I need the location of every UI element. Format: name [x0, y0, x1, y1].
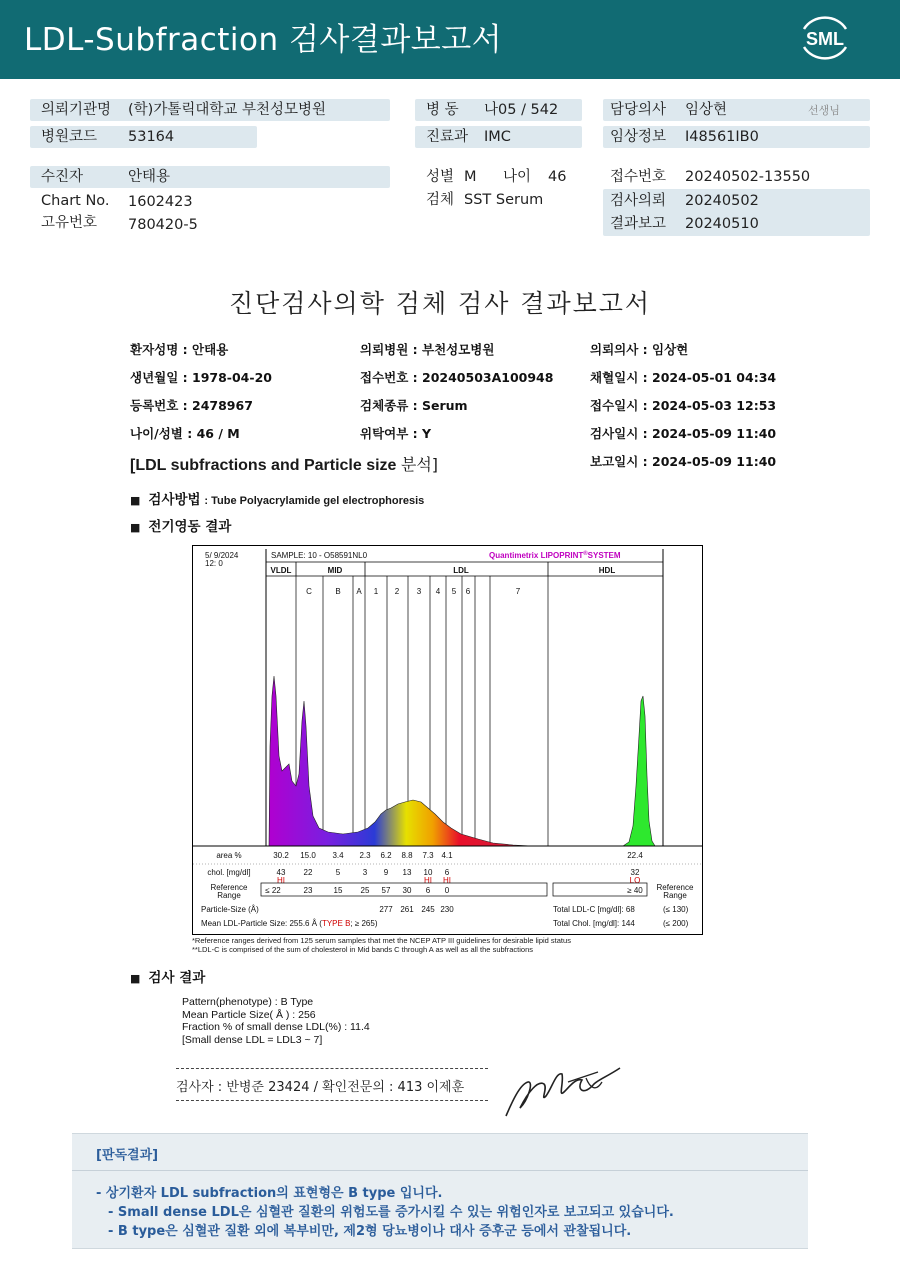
doc-row-3-col-2: 검체종류 : Serum — [360, 398, 468, 413]
chol-flag: LO — [629, 876, 641, 885]
bullet-icon: ■ — [130, 972, 141, 985]
chol-value: 6 — [444, 868, 450, 877]
electrophoresis-svg — [193, 546, 702, 934]
interpretation-heading: [판독결과] — [96, 1148, 159, 1163]
area-value: 2.3 — [359, 851, 371, 860]
interpretation-line-1: - 상기환자 LDL subfraction의 표현형은 B type 입니다. — [96, 1186, 443, 1201]
doc-row-1-col-1: 환자성명 : 안태용 — [130, 342, 229, 357]
chart-no-value: 1602423 — [128, 194, 193, 210]
result-mean-size: Mean Particle Size( Å ) : 256 — [182, 1008, 316, 1021]
band-label-b: B — [335, 587, 341, 596]
electro-label: 전기영동 결과 — [148, 519, 232, 535]
analysis-title — [130, 452, 438, 475]
chart-footnotes — [192, 936, 571, 954]
lipid-spectrum-area — [269, 676, 533, 846]
chol-label: chol. [mg/dl] — [207, 868, 251, 877]
ward-label: 병 동 — [426, 102, 459, 118]
chol-value: 10 — [423, 868, 433, 877]
area-value: 30.2 — [273, 851, 289, 860]
interpretation-divider — [72, 1170, 808, 1171]
chart-time: 12: 0 — [205, 559, 223, 568]
chol-flag: HI — [424, 876, 432, 885]
band-label-a: A — [356, 587, 362, 596]
chol-value: 5 — [335, 868, 341, 877]
receipt-value: 20240502-13550 — [685, 169, 811, 185]
band-label-5: 5 — [451, 587, 457, 596]
footnote-2: **LDL-C is comprised of the sum of cholesterol in Mid bands C through A as well as all the subfractions — [192, 945, 534, 954]
ref-value: 0 — [444, 886, 450, 895]
signoff-text: 검사자 : 반병준 23424 / 확인전문의 : 413 이제훈 — [176, 1080, 465, 1095]
bullet-icon: ■ — [130, 521, 141, 534]
ref-value: 15 — [333, 886, 343, 895]
ref-value: 23 — [303, 886, 313, 895]
ward-value: 나05 / 542 — [484, 102, 559, 118]
chart-sample: SAMPLE: 10 - O58591NL0 — [271, 551, 368, 560]
electro-line — [130, 515, 231, 535]
result-heading: 검사 결과 — [148, 970, 206, 986]
analysis-title-en: [LDL subfractions and Particle size — [130, 457, 397, 474]
method-value: : Tube Polyacrylamide gel electrophoresis — [204, 495, 425, 507]
total-ldl: Total LDL-C [mg/dl]: 68 — [553, 905, 635, 914]
doc-row-3-col-1: 등록번호 : 2478967 — [130, 398, 253, 413]
chart-no-label: Chart No. — [41, 193, 110, 209]
dept-label: 진료과 — [426, 129, 469, 145]
band-label-c: C — [306, 587, 312, 596]
clinical-label: 임상정보 — [610, 129, 667, 145]
sex-label: 성별 — [426, 169, 455, 185]
ref-label-right-1: Reference — [656, 883, 694, 892]
ref-value: 57 — [381, 886, 391, 895]
sex-value: M — [464, 169, 477, 185]
report-label: 결과보고 — [610, 216, 667, 232]
particle-size-value: 245 — [421, 905, 435, 914]
group-label-vldl: VLDL — [270, 566, 292, 575]
report-time: 보고일시 : 2024-05-09 11:40 — [590, 454, 777, 469]
electrophoresis-chart — [192, 545, 703, 935]
patient-row-bg — [30, 166, 390, 188]
specimen-label: 검체 — [426, 192, 455, 208]
ref-label-2: Range — [217, 891, 241, 900]
result-list — [182, 996, 370, 1046]
area-value: 8.8 — [401, 851, 413, 860]
patient-value: 안태용 — [128, 169, 171, 185]
header-bar — [0, 0, 900, 79]
group-label-ldl: LDL — [453, 566, 469, 575]
doc-row-4-col-3: 검사일시 : 2024-05-09 11:40 — [590, 426, 777, 441]
patient-label: 수진자 — [41, 169, 84, 185]
unique-id-value: 780420-5 — [128, 217, 198, 233]
method-line — [130, 488, 424, 508]
doctor-suffix: 선생님 — [808, 104, 840, 117]
code-label: 병원코드 — [41, 129, 98, 145]
result-definition: [Small dense LDL = LDL3 ~ 7] — [182, 1033, 323, 1046]
doc-row-1-col-3: 의뢰의사 : 임상현 — [590, 342, 689, 357]
ref-value: ≥ 40 — [627, 886, 643, 895]
request-label: 검사의뢰 — [610, 193, 667, 209]
doc-row-2-col-3: 채혈일시 : 2024-05-01 04:34 — [590, 370, 777, 385]
total-chol: Total Chol. [mg/dl]: 144 — [553, 919, 635, 928]
doctor-label: 담당의사 — [610, 102, 667, 118]
ref-value: ≤ 22 — [265, 886, 281, 895]
ref-value: 25 — [360, 886, 370, 895]
chart-date: 5/ 9/2024 — [205, 551, 239, 560]
footnote-1: *Reference ranges derived from 125 serum samples that met the NCEP ATP III guidelines for desirable lipid status — [192, 936, 571, 945]
unique-id-label: 고유번호 — [41, 215, 98, 231]
particle-size-value: 230 — [440, 905, 454, 914]
band-label-6: 6 — [465, 587, 471, 596]
band-label-2: 2 — [394, 587, 400, 596]
chart-brand: Quantimetrix LIPOPRINT®SYSTEM — [489, 551, 621, 560]
clinical-value: I48561IB0 — [685, 129, 759, 145]
age-label: 나이 — [503, 169, 532, 185]
chol-value: 3 — [362, 868, 368, 877]
result-pattern: Pattern(phenotype) : B Type — [182, 996, 314, 1008]
area-value: 6.2 — [380, 851, 392, 860]
particle-size-label: Particle-Size (Å) — [201, 905, 259, 914]
svg-text:SML: SML — [806, 29, 844, 49]
total-chol-ref: (≤ 200) — [663, 919, 689, 928]
doc-row-2-col-1: 생년월일 : 1978-04-20 — [130, 370, 272, 385]
chol-flag: HI — [277, 876, 285, 885]
doctor-value: 임상현 — [685, 102, 728, 118]
receipt-label: 접수번호 — [610, 169, 667, 185]
analysis-title-ko: 분석] — [400, 455, 439, 474]
ref-label-1: Reference — [210, 883, 248, 892]
result-fraction: Fraction % of small dense LDL(%) : 11.4 — [182, 1021, 370, 1033]
area-value: 7.3 — [422, 851, 434, 860]
ref-label-right-2: Range — [663, 891, 687, 900]
area-value: 3.4 — [332, 851, 344, 860]
chol-value: 43 — [276, 868, 286, 877]
signoff-rule-bottom — [176, 1100, 488, 1101]
age-value: 46 — [548, 169, 567, 185]
chol-value: 9 — [383, 868, 389, 877]
hdl-peak-area — [623, 696, 655, 846]
area-value: 4.1 — [441, 851, 453, 860]
doc-row-1-col-2: 의뢰병원 : 부천성모병원 — [360, 342, 495, 357]
area-label: area % — [216, 851, 242, 860]
band-label-4: 4 — [435, 587, 441, 596]
particle-size-value: 277 — [379, 905, 393, 914]
signature-icon — [498, 1062, 624, 1122]
doc-row-2-col-2: 접수번호 : 20240503A100948 — [360, 370, 554, 385]
band-label-3: 3 — [416, 587, 422, 596]
group-label-hdl: HDL — [598, 566, 616, 575]
code-value: 53164 — [128, 129, 175, 145]
doc-row-4-col-1: 나이/성별 : 46 / M — [130, 426, 240, 441]
chol-value: 22 — [303, 868, 313, 877]
dept-value: IMC — [484, 129, 511, 145]
total-ldl-ref: (≤ 130) — [663, 905, 689, 914]
method-label: 검사방법 — [148, 492, 201, 508]
signoff-rule-top — [176, 1068, 488, 1069]
interpretation-line-2: - Small dense LDL은 심혈관 질환의 위험도를 증가시킬 수 있는 위험인자로 보고되고 있습니다. — [108, 1205, 674, 1220]
ref-value: 30 — [402, 886, 412, 895]
hospital-label: 의뢰기관명 — [41, 102, 112, 118]
chol-value: 13 — [402, 868, 412, 877]
chol-flag: HI — [443, 876, 451, 885]
area-value: 15.0 — [300, 851, 316, 860]
group-label-mid: MID — [327, 566, 343, 575]
document-title: 진단검사의학 검체 검사 결과보고서 — [228, 289, 652, 318]
band-label-7: 7 — [515, 587, 521, 596]
particle-size-value: 261 — [400, 905, 414, 914]
ref-value: 6 — [425, 886, 431, 895]
bullet-icon: ■ — [130, 494, 141, 507]
mean-particle-size: Mean LDL-Particle Size: 255.6 Å (TYPE B; ≥ 265) — [201, 919, 378, 928]
sml-logo-icon — [796, 12, 854, 64]
specimen-value: SST Serum — [464, 192, 544, 208]
interpretation-line-3: - B type은 심혈관 질환 외에 복부비만, 제2형 당뇨병이나 대사 증후군 등에서 관찰됩니다. — [108, 1224, 632, 1239]
doc-row-3-col-3: 접수일시 : 2024-05-03 12:53 — [590, 398, 777, 413]
request-value: 20240502 — [685, 193, 759, 209]
doc-row-4-col-2: 위탁여부 : Y — [360, 426, 432, 441]
chol-value: 32 — [630, 868, 640, 877]
result-heading-line — [130, 966, 205, 986]
report-value: 20240510 — [685, 216, 759, 232]
area-value: 22.4 — [627, 851, 643, 860]
report-title: LDL-Subfraction 검사결과보고서 — [24, 22, 503, 58]
band-label-1: 1 — [373, 587, 379, 596]
hospital-value: (학)가톨릭대학교 부천성모병원 — [128, 102, 327, 118]
